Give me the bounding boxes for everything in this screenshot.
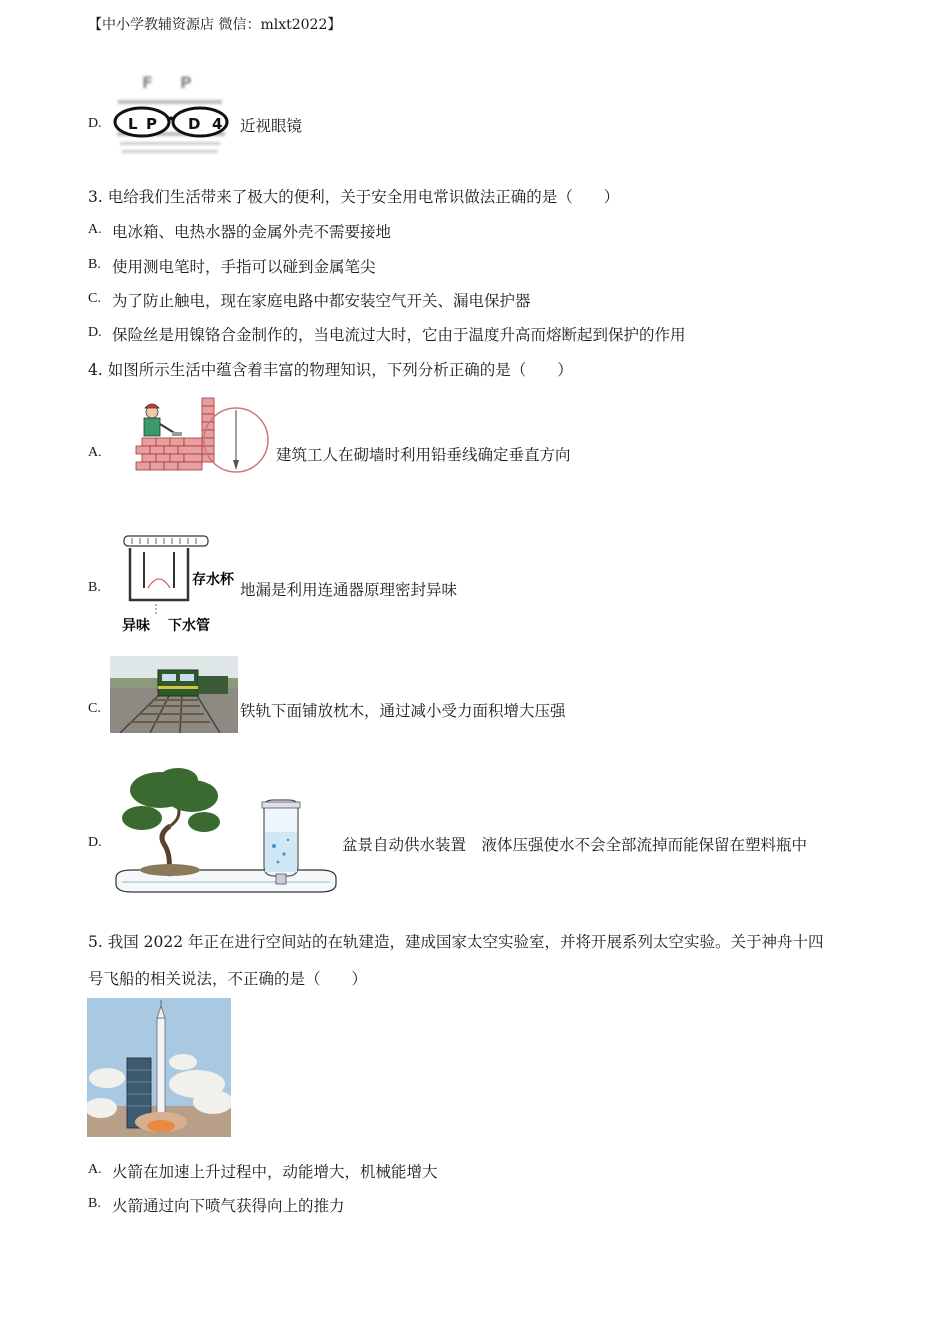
- railway-train-image: [110, 656, 238, 733]
- q3-option-b-text: 使用测电笔时，手指可以碰到金属笔尖: [112, 258, 376, 276]
- chart-letter-p: P: [180, 74, 192, 92]
- q4-option-b-text: 地漏是利用连通器原理密封异味: [240, 581, 458, 599]
- q3-option-c-text: 为了防止触电，现在家庭电路中都安装空气开关、漏电保护器: [112, 292, 531, 310]
- q3-option-a-text: 电冰箱、电热水器的金属外壳不需要接地: [112, 223, 392, 241]
- bonsai-water-bottle-image: [112, 766, 340, 912]
- floor-drain-diagram: [118, 530, 238, 636]
- q5-option-b-text: 火箭通过向下喷气获得向上的推力: [112, 1197, 345, 1215]
- drain-label-pipe: 下水管: [168, 618, 210, 634]
- drain-label-cup: 存水杯: [192, 572, 234, 588]
- q2-option-d-text: 近视眼镜: [240, 117, 303, 135]
- q4-option-a-letter: A.: [88, 445, 102, 460]
- q5-stem-line2: 号飞船的相关说法，不正确的是（ ）: [88, 970, 368, 988]
- q5-stem-line1: 5. 我国 2022 年正在进行空间站的在轨建造，建成国家太空实验室，并将开展系列太空实验。关于神舟十四: [88, 933, 824, 951]
- chart-letter-l: L: [128, 115, 138, 133]
- q4-stem: 4. 如图所示生活中蕴含着丰富的物理知识，下列分析正确的是（ ）: [88, 361, 573, 379]
- q2-option-d-letter: D.: [88, 116, 102, 131]
- q5-option-a-letter: A.: [88, 1162, 102, 1177]
- q3-stem: 3. 电给我们生活带来了极大的便利，关于安全用电常识做法正确的是（ ）: [88, 188, 620, 206]
- chart-letter-f: F: [142, 74, 153, 92]
- q3-option-c-letter: C.: [88, 291, 101, 306]
- q4-option-b-letter: B.: [88, 580, 101, 595]
- q5-option-b-letter: B.: [88, 1196, 101, 1211]
- q5-option-a-text: 火箭在加速上升过程中，动能增大，机械能增大: [112, 1163, 438, 1181]
- q4-option-c-letter: C.: [88, 701, 101, 716]
- q3-option-b-letter: B.: [88, 257, 101, 272]
- drain-label-odor: 异味: [122, 618, 150, 634]
- q3-option-d-text: 保险丝是用镍铬合金制作的，当电流过大时，它由于温度升高而熔断起到保护的作用: [112, 326, 686, 344]
- q4-option-d-letter: D.: [88, 835, 102, 850]
- chart-letter-p2: P: [146, 115, 157, 133]
- page-header: 【中小学教辅资源店 微信：mlxt2022】: [88, 17, 342, 33]
- q3-option-d-letter: D.: [88, 325, 102, 340]
- glasses-eye-chart-image: [112, 74, 230, 160]
- q4-option-a-text: 建筑工人在砌墙时利用铅垂线确定垂直方向: [276, 446, 571, 464]
- chart-letter-4: 4: [212, 115, 223, 133]
- chart-letter-d: D: [188, 115, 201, 133]
- bricklayer-plumb-line-image: [128, 394, 270, 482]
- q3-option-a-letter: A.: [88, 222, 102, 237]
- q4-option-c-text: 铁轨下面铺放枕木，通过减小受力面积增大压强: [240, 702, 566, 720]
- rocket-launch-image: [87, 998, 231, 1137]
- q4-option-d-text: 盆景自动供水装置 液体压强使水不会全部流掉而能保留在塑料瓶中: [342, 836, 808, 854]
